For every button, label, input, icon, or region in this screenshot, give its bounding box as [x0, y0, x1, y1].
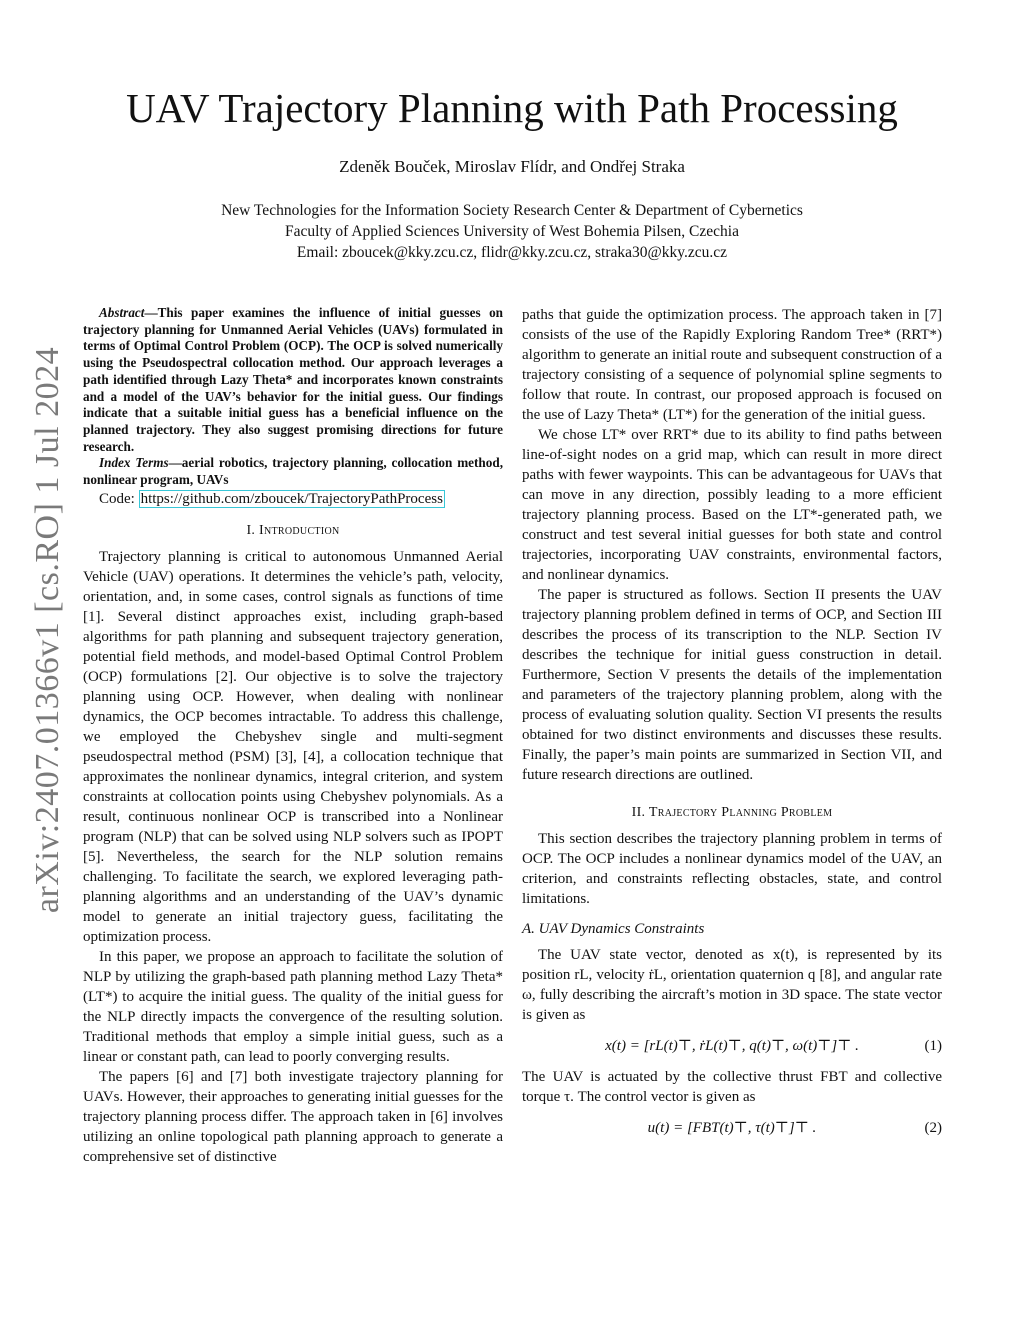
abstract-text: —This paper examines the influence of initial guesses on trajectory planning for Unmanned Aerial Vehicles (UAVs) formulated in terms of Optimal Control Problem (OCP). The OCP is solved numerically using the Pseudospectral collocation method. Our approach leverages a path identified through Lazy Theta* and incorporates known constraints and a model of the UAV’s behavior for the initial guess. Our findings indicate that a suitable initial guess has a beneficial influence on the planned trajectory. They also suggest promising directions for future research. [83, 305, 503, 454]
affiliation-line: New Technologies for the Information Society Research Center & Department of Cybernetics [221, 202, 803, 219]
index-terms-text: —aerial robotics, trajectory planning, collocation method, nonlinear program, UAVs [83, 455, 503, 488]
equation-number: (2) [924, 1120, 942, 1136]
body-paragraph: paths that guide the optimization process. The approach taken in [7] consists of the use of the Rapidly Exploring Random Tree* (RRT*) algorithm to generate an initial route and subsequent construction of a trajectory consisting of a sequence of polynomial spline segments to follow that route. In contrast, our proposed approach is focused on the use of Lazy Theta* (LT*) for the generation of the initial guess. [522, 307, 942, 423]
affiliation-block [0, 200, 1024, 263]
body-paragraph: The UAV is actuated by the collective thrust FBT and collective torque τ. The control vector is given as [522, 1069, 942, 1105]
left-column [83, 305, 503, 1167]
equation-body: x(t) = [rL(t)⊤, ṙL(t)⊤, q(t)⊤, ω(t)⊤]⊤ . [605, 1038, 859, 1054]
body-paragraph: The paper is structured as follows. Section II presents the UAV trajectory planning problem defined in terms of OCP, and Section III describes the process of its transcription to the NLP. Section IV describes the technique for initial guess construction in detail. Furthermore, Section V presents the details of the implementation and parameters of the trajectory planning problem, along with the process of evaluating solution quality. Section VI presents the results obtained for two distinct environments and discusses these results. Finally, the paper’s main points are summarized in Section VII, and future research directions are outlined. [522, 587, 942, 783]
abstract-lead: Abstract [99, 305, 145, 320]
arxiv-id: arXiv:2407.01366v1 [cs.RO] 1 Jul 2024 [29, 346, 66, 914]
equation-1 [522, 1031, 942, 1061]
equation-2 [522, 1113, 942, 1143]
code-label: Code: [99, 490, 139, 507]
body-paragraph: The UAV state vector, denoted as x(t), is represented by its position rL, velocity ṙL, orientation quaternion q [8], and angular rate ω, fully describing the aircraft’s motion in 3D space. The state vector is given as [522, 947, 942, 1023]
author-list: Zdeněk Bouček, Miroslav Flídr, and Ondřej Straka [339, 157, 685, 176]
email-line: Email: zboucek@kky.zcu.cz, flidr@kky.zcu.cz, straka30@kky.zcu.cz [296, 244, 728, 261]
code-line [83, 489, 503, 509]
body-paragraph: We chose LT* over RRT* due to its ability to find paths between line-of-sight nodes on a grid map, which can result in more direct paths with fewer waypoints. This can be advantageous for UAVs that can move in any direction, possibly leading to a more efficient trajectory planning process. Based on the LT*-generated path, we construct and test several initial guesses for both state and control trajectories, incorporating UAV constraints, environmental factors, and nonlinear dynamics. [522, 427, 942, 583]
index-terms-lead: Index Terms [99, 455, 169, 471]
code-link[interactable]: https://github.com/zboucek/TrajectoryPathProcess [140, 490, 443, 507]
subsection-heading-dynamics: A. UAV Dynamics Constraints [522, 921, 705, 937]
equation-body: u(t) = [FBT(t)⊤, τ(t)⊤]⊤ . [647, 1120, 817, 1136]
abstract [83, 305, 503, 489]
section-heading-introduction: I. Introduction [246, 522, 340, 538]
right-column [522, 305, 942, 1149]
affiliation-line: Faculty of Applied Sciences University of West Bohemia Pilsen, Czechia [285, 223, 739, 240]
paper-title: UAV Trajectory Planning with Path Processing [126, 85, 898, 131]
body-paragraph: The papers [6] and [7] both investigate trajectory planning for UAVs. However, their approaches to generating initial guesses for the trajectory planning process differ. The approach taken in [6] involves utilizing an online topological path planning approach to generate a comprehensive set of distinctive [83, 1068, 503, 1165]
body-paragraph: Trajectory planning is critical to autonomous Unmanned Aerial Vehicle (UAV) operations. It determines the vehicle’s path, velocity, orientation, and, in some cases, control signals as functions of time [1]. Several distinct approaches exist, including graph-based algorithms for path planning and subsequent trajectory generation, potential field methods, and model-based Optimal Control Problem (OCP) formulations [2]. Our objective is to solve the trajectory planning using OCP. However, when dealing with nonlinear dynamics, the OCP becomes intractable. To address this challenge, we employed the Chebyshev single and multi-segment pseudospectral method (PSM) [3], [4], a collocation technique that approximates the nonlinear dynamics, integral criterion, and system constraints at collocation points using Chebyshev polynomials. As a result, continuous nonlinear OCP is transcribed into a Nonlinear program (NLP) that can be solved using NLP solvers such as IPOPT [5]. Nevertheless, the search for the NLP solution remains challenging. To facilitate the search, we explored leveraging path-planning algorithms and an understanding of the UAV’s dynamic model to generate an initial trajectory guess, facilitating the optimization process. [83, 548, 503, 945]
section-heading-problem: II. Trajectory Planning Problem [631, 805, 833, 820]
equation-number: (1) [924, 1038, 942, 1054]
body-paragraph: In this paper, we propose an approach to facilitate the solution of NLP by utilizing the graph-based path planning method Lazy Theta* (LT*) to acquire the initial guess. The quality of the initial guess for the NLP directly impacts the convergence of the resulting solution. Traditional methods that employ a simple initial guess, such as a linear or constant path, can lead to poorly converging results. [83, 948, 503, 1065]
body-paragraph: This section describes the trajectory planning problem in terms of OCP. The OCP includes a nonlinear dynamics model of the UAV, an criterion, and constraints reflecting obstacles, state, and control limitations. [522, 831, 942, 907]
